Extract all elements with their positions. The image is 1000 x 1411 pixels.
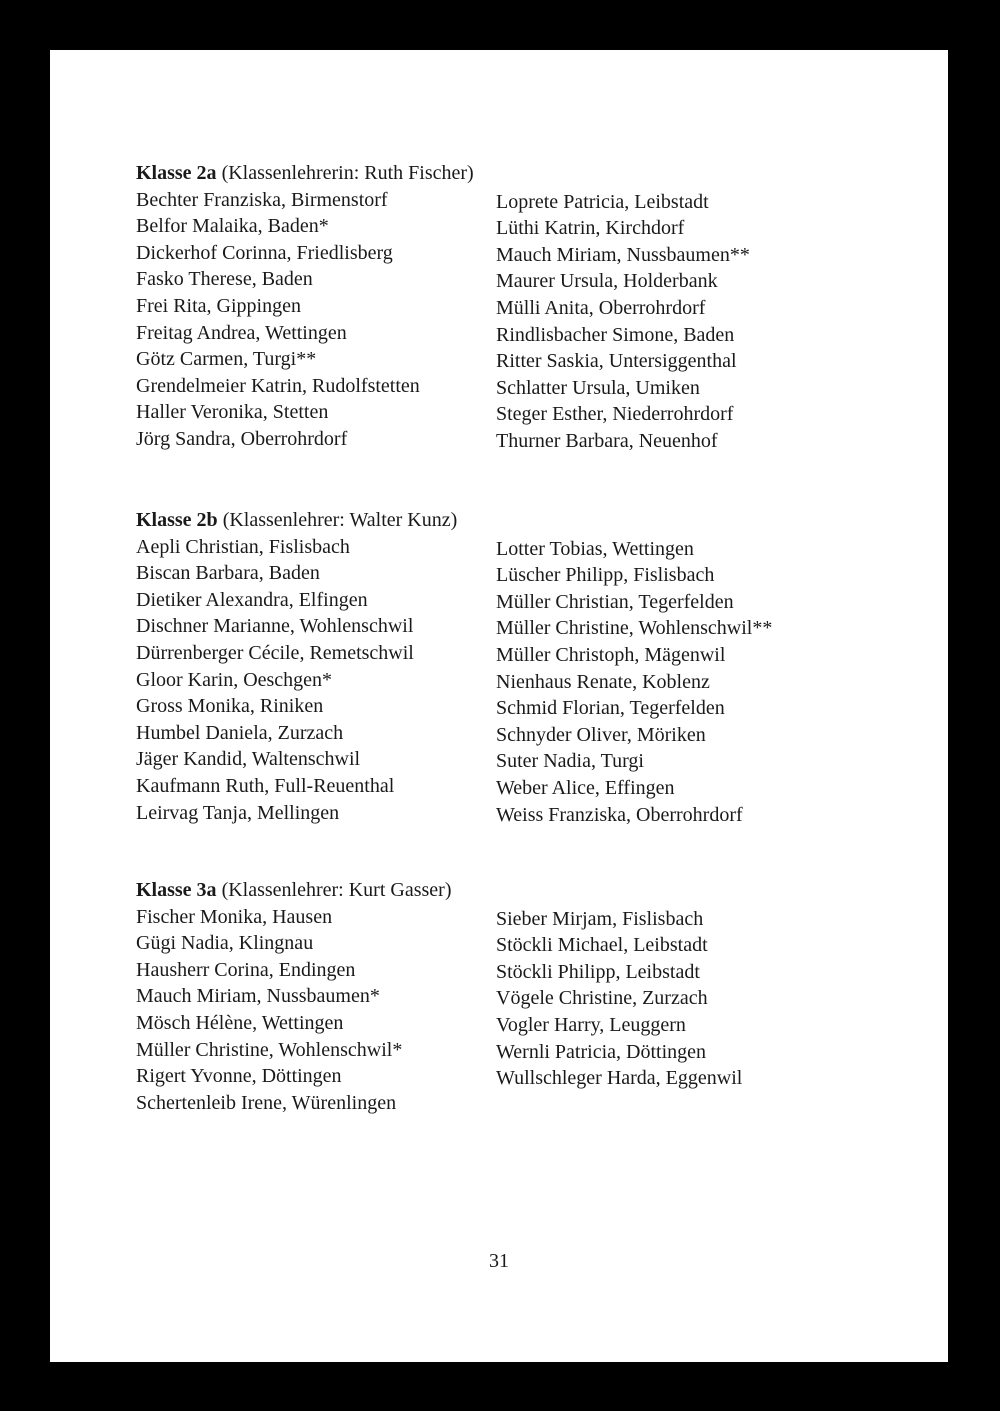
student-entry: Fischer Monika, Hausen [136,905,333,928]
student-columns [136,904,856,1204]
class-section-2a [136,160,856,487]
student-list-right [496,189,750,455]
teacher-label: (Klassenlehrer: Kurt Gasser) [221,879,452,901]
class-section-3a [136,877,856,1204]
student-entry: Leirvag Tanja, Mellingen [136,801,340,824]
teacher-label: (Klassenlehrerin: Ruth Fischer) [221,162,474,184]
class-label: Klasse 2b [136,509,218,531]
section-heading [136,507,856,534]
class-label: Klasse 2a [136,162,217,184]
student-entry: Thurner Barbara, Neuenhof [496,429,718,452]
page-number: 31 [489,1250,509,1272]
student-columns [136,534,856,834]
student-entry: Götz Carmen, Turgi** [136,348,317,371]
student-entry: Schmid Florian, Tegerfelden [496,697,725,720]
student-entry: Vögele Christine, Zurzach [496,987,708,1010]
student-entry: Stöckli Philipp, Leibstadt [496,960,700,983]
student-entry: Lüthi Katrin, Kirchdorf [496,217,685,240]
student-entry: Frei Rita, Gippingen [136,294,301,317]
student-entry: Belfor Malaika, Baden* [136,215,329,238]
student-entry: Kaufmann Ruth, Full-Reuenthal [136,774,395,797]
student-entry: Hausherr Corina, Endingen [136,958,356,981]
student-entry: Humbel Daniela, Zurzach [136,721,344,744]
student-entry: Haller Veronika, Stetten [136,401,329,424]
student-entry: Weber Alice, Effingen [496,776,675,799]
student-entry: Müller Christine, Wohlenschwil* [136,1038,403,1061]
student-entry: Mösch Hélène, Wettingen [136,1011,344,1034]
student-entry: Dietiker Alexandra, Elfingen [136,588,368,611]
student-list-right [496,536,772,829]
student-entry: Biscan Barbara, Baden [136,562,320,585]
student-entry: Gügi Nadia, Klingnau [136,932,314,955]
student-list-left [136,187,420,453]
class-section-2b [136,507,856,834]
section-heading [136,877,856,904]
student-entry: Müller Christian, Tegerfelden [496,590,734,613]
student-entry: Rindlisbacher Simone, Baden [496,323,735,346]
student-entry: Mülli Anita, Oberrohrdorf [496,296,706,319]
student-entry: Ritter Saskia, Untersiggenthal [496,350,737,373]
student-entry: Müller Christoph, Mägenwil [496,643,726,666]
student-entry: Weiss Franziska, Oberrohrdorf [496,803,743,826]
student-entry: Wullschleger Harda, Eggenwil [496,1067,743,1090]
student-entry: Jörg Sandra, Oberrohrdorf [136,427,348,450]
student-entry: Müller Christine, Wohlenschwil** [496,617,773,640]
student-columns [136,187,856,487]
student-entry: Dickerhof Corinna, Friedlisberg [136,241,393,264]
student-entry: Fasko Therese, Baden [136,268,313,291]
student-entry: Mauch Miriam, Nussbaumen* [136,985,380,1008]
student-entry: Steger Esther, Niederrohrdorf [496,403,734,426]
student-entry: Vogler Harry, Leuggern [496,1013,686,1036]
student-list-right [496,906,742,1092]
student-entry: Gloor Karin, Oeschgen* [136,668,333,691]
student-entry: Schlatter Ursula, Umiken [496,376,700,399]
student-entry: Sieber Mirjam, Fislisbach [496,907,704,930]
student-entry: Lüscher Philipp, Fislisbach [496,564,715,587]
student-entry: Nienhaus Renate, Koblenz [496,670,710,693]
student-entry: Aepli Christian, Fislisbach [136,535,350,558]
class-label: Klasse 3a [136,879,217,901]
student-entry: Freitag Andrea, Wettingen [136,321,347,344]
section-heading [136,160,856,187]
student-entry: Dischner Marianne, Wohlenschwil [136,615,414,638]
student-entry: Suter Nadia, Turgi [496,750,644,773]
teacher-label: (Klassenlehrer: Walter Kunz) [222,509,458,531]
student-list-left [136,534,414,827]
student-entry: Bechter Franziska, Birmenstorf [136,188,388,211]
student-entry: Jäger Kandid, Waltenschwil [136,748,361,771]
student-entry: Mauch Miriam, Nussbaumen** [496,243,750,266]
student-entry: Dürrenberger Cécile, Remetschwil [136,641,414,664]
student-list-left [136,904,402,1117]
student-entry: Rigert Yvonne, Döttingen [136,1065,342,1088]
student-entry: Wernli Patricia, Döttingen [496,1040,706,1063]
student-entry: Maurer Ursula, Holderbank [496,270,718,293]
student-entry: Lotter Tobias, Wettingen [496,537,694,560]
student-entry: Stöckli Michael, Leibstadt [496,934,708,957]
student-entry: Loprete Patricia, Leibstadt [496,190,709,213]
document-page [50,50,948,1362]
student-entry: Schertenleib Irene, Würenlingen [136,1091,397,1114]
student-entry: Schnyder Oliver, Möriken [496,723,706,746]
student-entry: Gross Monika, Riniken [136,695,324,718]
student-entry: Grendelmeier Katrin, Rudolfstetten [136,374,420,397]
